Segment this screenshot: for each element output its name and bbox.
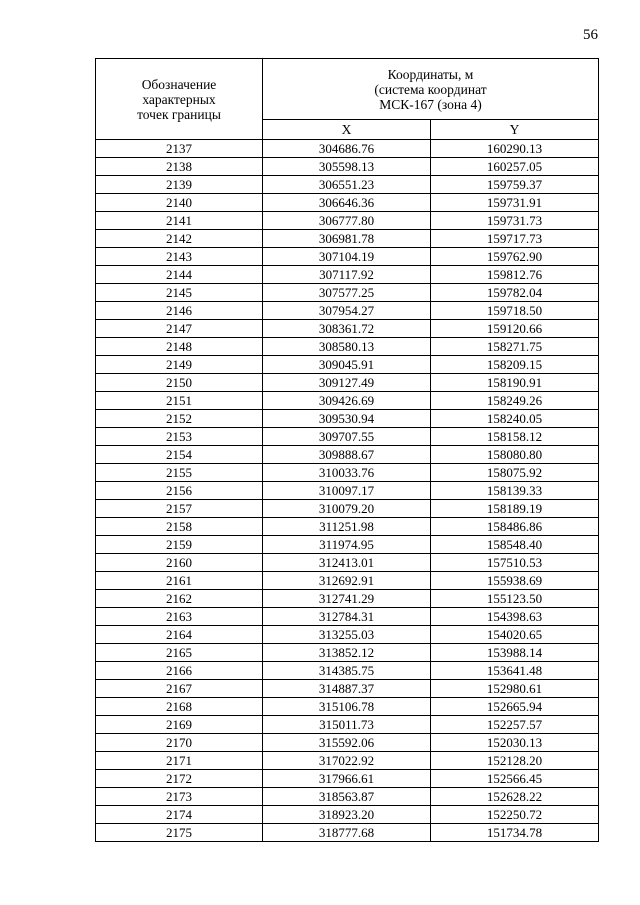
x-cell: 307954.27 bbox=[263, 302, 431, 320]
x-cell: 311251.98 bbox=[263, 518, 431, 536]
x-cell: 314385.75 bbox=[263, 662, 431, 680]
point-cell: 2172 bbox=[96, 770, 263, 788]
point-cell: 2141 bbox=[96, 212, 263, 230]
table-row bbox=[96, 194, 599, 212]
x-cell: 307104.19 bbox=[263, 248, 431, 266]
point-cell: 2165 bbox=[96, 644, 263, 662]
y-cell: 158139.33 bbox=[431, 482, 599, 500]
y-cell: 152566.45 bbox=[431, 770, 599, 788]
x-cell: 318777.68 bbox=[263, 824, 431, 842]
x-cell: 313255.03 bbox=[263, 626, 431, 644]
point-cell: 2166 bbox=[96, 662, 263, 680]
y-cell: 159120.66 bbox=[431, 320, 599, 338]
x-cell: 317966.61 bbox=[263, 770, 431, 788]
table-row bbox=[96, 482, 599, 500]
y-cell: 152665.94 bbox=[431, 698, 599, 716]
x-cell: 306981.78 bbox=[263, 230, 431, 248]
table-row bbox=[96, 374, 599, 392]
point-cell: 2161 bbox=[96, 572, 263, 590]
x-cell: 305598.13 bbox=[263, 158, 431, 176]
point-cell: 2173 bbox=[96, 788, 263, 806]
y-cell: 158158.12 bbox=[431, 428, 599, 446]
header-coords-line3: МСК-167 (зона 4) bbox=[379, 96, 482, 112]
y-cell: 152030.13 bbox=[431, 734, 599, 752]
point-cell: 2158 bbox=[96, 518, 263, 536]
table-row bbox=[96, 590, 599, 608]
point-cell: 2151 bbox=[96, 392, 263, 410]
table-row bbox=[96, 230, 599, 248]
table-row bbox=[96, 212, 599, 230]
y-cell: 160257.05 bbox=[431, 158, 599, 176]
table-row bbox=[96, 410, 599, 428]
point-cell: 2155 bbox=[96, 464, 263, 482]
header-point-line3: точек границы bbox=[137, 106, 221, 122]
table-row bbox=[96, 788, 599, 806]
x-cell: 306646.36 bbox=[263, 194, 431, 212]
point-cell: 2167 bbox=[96, 680, 263, 698]
point-cell: 2164 bbox=[96, 626, 263, 644]
table-row bbox=[96, 158, 599, 176]
y-cell: 159759.37 bbox=[431, 176, 599, 194]
y-cell: 154020.65 bbox=[431, 626, 599, 644]
x-cell: 318923.20 bbox=[263, 806, 431, 824]
x-cell: 306551.23 bbox=[263, 176, 431, 194]
point-cell: 2168 bbox=[96, 698, 263, 716]
point-cell: 2159 bbox=[96, 536, 263, 554]
x-cell: 310033.76 bbox=[263, 464, 431, 482]
x-cell: 315106.78 bbox=[263, 698, 431, 716]
y-cell: 159731.91 bbox=[431, 194, 599, 212]
x-cell: 309530.94 bbox=[263, 410, 431, 428]
table-row bbox=[96, 770, 599, 788]
table-row bbox=[96, 446, 599, 464]
x-cell: 314887.37 bbox=[263, 680, 431, 698]
y-cell: 157510.53 bbox=[431, 554, 599, 572]
point-cell: 2170 bbox=[96, 734, 263, 752]
y-cell: 158240.05 bbox=[431, 410, 599, 428]
page-number: 56 bbox=[583, 27, 598, 43]
table-row bbox=[96, 752, 599, 770]
table-row bbox=[96, 644, 599, 662]
table-row bbox=[96, 338, 599, 356]
y-cell: 158249.26 bbox=[431, 392, 599, 410]
y-cell: 158209.15 bbox=[431, 356, 599, 374]
point-cell: 2137 bbox=[96, 140, 263, 158]
point-cell: 2160 bbox=[96, 554, 263, 572]
x-cell: 310079.20 bbox=[263, 500, 431, 518]
coordinates-table bbox=[95, 58, 599, 842]
x-cell: 306777.80 bbox=[263, 212, 431, 230]
table-row bbox=[96, 356, 599, 374]
y-cell: 159812.76 bbox=[431, 266, 599, 284]
y-cell: 159718.50 bbox=[431, 302, 599, 320]
point-cell: 2139 bbox=[96, 176, 263, 194]
y-cell: 160290.13 bbox=[431, 140, 599, 158]
y-cell: 155938.69 bbox=[431, 572, 599, 590]
x-cell: 307577.25 bbox=[263, 284, 431, 302]
point-cell: 2154 bbox=[96, 446, 263, 464]
table-row bbox=[96, 140, 599, 158]
table-row bbox=[96, 626, 599, 644]
point-cell: 2171 bbox=[96, 752, 263, 770]
y-cell: 151734.78 bbox=[431, 824, 599, 842]
x-cell: 310097.17 bbox=[263, 482, 431, 500]
table-row bbox=[96, 284, 599, 302]
table-row bbox=[96, 662, 599, 680]
y-cell: 158080.80 bbox=[431, 446, 599, 464]
table-row bbox=[96, 302, 599, 320]
x-cell: 309045.91 bbox=[263, 356, 431, 374]
point-cell: 2174 bbox=[96, 806, 263, 824]
point-cell: 2157 bbox=[96, 500, 263, 518]
point-cell: 2150 bbox=[96, 374, 263, 392]
x-cell: 312784.31 bbox=[263, 608, 431, 626]
point-cell: 2144 bbox=[96, 266, 263, 284]
y-cell: 155123.50 bbox=[431, 590, 599, 608]
table-row bbox=[96, 680, 599, 698]
point-cell: 2163 bbox=[96, 608, 263, 626]
y-cell: 152980.61 bbox=[431, 680, 599, 698]
header-coords-line1: Координаты, м bbox=[387, 66, 474, 82]
x-cell: 315592.06 bbox=[263, 734, 431, 752]
x-cell: 312741.29 bbox=[263, 590, 431, 608]
y-cell: 159717.73 bbox=[431, 230, 599, 248]
point-cell: 2162 bbox=[96, 590, 263, 608]
x-cell: 308580.13 bbox=[263, 338, 431, 356]
table-row bbox=[96, 698, 599, 716]
table-row bbox=[96, 536, 599, 554]
y-cell: 158486.86 bbox=[431, 518, 599, 536]
table-row bbox=[96, 392, 599, 410]
table-row bbox=[96, 824, 599, 842]
header-coords-line2: (система координат bbox=[374, 81, 487, 97]
point-cell: 2152 bbox=[96, 410, 263, 428]
y-cell: 159762.90 bbox=[431, 248, 599, 266]
table-header-row bbox=[96, 59, 599, 120]
y-cell: 152628.22 bbox=[431, 788, 599, 806]
point-cell: 2143 bbox=[96, 248, 263, 266]
point-cell: 2149 bbox=[96, 356, 263, 374]
x-cell: 318563.87 bbox=[263, 788, 431, 806]
header-point-label bbox=[96, 59, 263, 140]
y-cell: 159782.04 bbox=[431, 284, 599, 302]
x-cell: 312413.01 bbox=[263, 554, 431, 572]
x-cell: 313852.12 bbox=[263, 644, 431, 662]
y-cell: 158075.92 bbox=[431, 464, 599, 482]
y-cell: 158548.40 bbox=[431, 536, 599, 554]
table-row bbox=[96, 806, 599, 824]
y-cell: 152250.72 bbox=[431, 806, 599, 824]
y-cell: 159731.73 bbox=[431, 212, 599, 230]
table-row bbox=[96, 554, 599, 572]
header-point-line2: характерных bbox=[142, 91, 216, 107]
table-row bbox=[96, 572, 599, 590]
y-cell: 153988.14 bbox=[431, 644, 599, 662]
header-x: X bbox=[263, 120, 431, 140]
point-cell: 2138 bbox=[96, 158, 263, 176]
y-cell: 154398.63 bbox=[431, 608, 599, 626]
table-row bbox=[96, 248, 599, 266]
x-cell: 317022.92 bbox=[263, 752, 431, 770]
point-cell: 2146 bbox=[96, 302, 263, 320]
x-cell: 307117.92 bbox=[263, 266, 431, 284]
table-row bbox=[96, 176, 599, 194]
x-cell: 308361.72 bbox=[263, 320, 431, 338]
point-cell: 2142 bbox=[96, 230, 263, 248]
table-row bbox=[96, 500, 599, 518]
x-cell: 315011.73 bbox=[263, 716, 431, 734]
table-row bbox=[96, 518, 599, 536]
point-cell: 2145 bbox=[96, 284, 263, 302]
point-cell: 2147 bbox=[96, 320, 263, 338]
x-cell: 304686.76 bbox=[263, 140, 431, 158]
point-cell: 2175 bbox=[96, 824, 263, 842]
table-row bbox=[96, 464, 599, 482]
x-cell: 309707.55 bbox=[263, 428, 431, 446]
x-cell: 309127.49 bbox=[263, 374, 431, 392]
table-row bbox=[96, 266, 599, 284]
y-cell: 158271.75 bbox=[431, 338, 599, 356]
point-cell: 2148 bbox=[96, 338, 263, 356]
header-coordinates bbox=[263, 59, 599, 120]
table-row bbox=[96, 320, 599, 338]
point-cell: 2140 bbox=[96, 194, 263, 212]
y-cell: 152257.57 bbox=[431, 716, 599, 734]
point-cell: 2153 bbox=[96, 428, 263, 446]
header-y: Y bbox=[431, 120, 599, 140]
x-cell: 312692.91 bbox=[263, 572, 431, 590]
y-cell: 158189.19 bbox=[431, 500, 599, 518]
x-cell: 311974.95 bbox=[263, 536, 431, 554]
x-cell: 309426.69 bbox=[263, 392, 431, 410]
point-cell: 2169 bbox=[96, 716, 263, 734]
x-cell: 309888.67 bbox=[263, 446, 431, 464]
point-cell: 2156 bbox=[96, 482, 263, 500]
table-row bbox=[96, 716, 599, 734]
y-cell: 158190.91 bbox=[431, 374, 599, 392]
table-body bbox=[96, 140, 599, 842]
y-cell: 152128.20 bbox=[431, 752, 599, 770]
header-point-line1: Обозначение bbox=[141, 76, 217, 92]
y-cell: 153641.48 bbox=[431, 662, 599, 680]
table-row bbox=[96, 428, 599, 446]
table-row bbox=[96, 734, 599, 752]
table-row bbox=[96, 608, 599, 626]
